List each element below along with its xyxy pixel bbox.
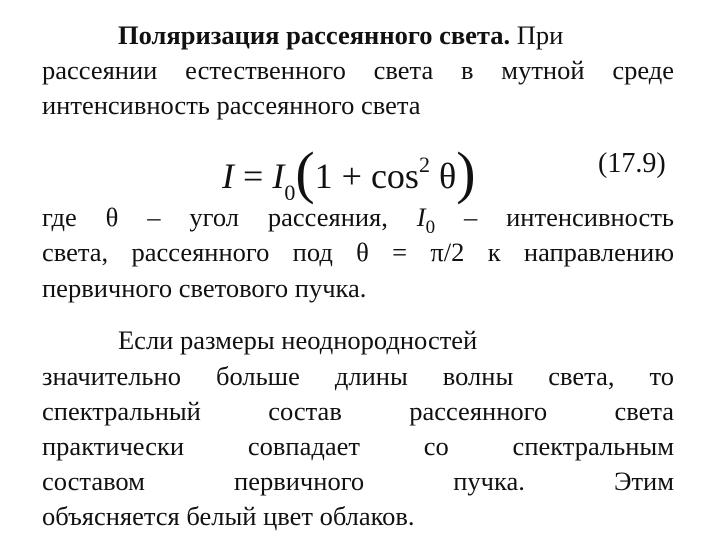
where-line-3: первичного светового пучка.	[42, 273, 367, 303]
heading-line	[118, 18, 674, 53]
para2-line-4: практически совпадает со спектральным	[42, 431, 674, 461]
where-text-a: где θ – угол рассеяния,	[42, 202, 417, 232]
para2-line-2: значительно больше длины волны света, то	[42, 361, 674, 391]
where-text-b: – интенсивность	[435, 202, 674, 232]
formula-intensity: I	[222, 156, 234, 196]
formula-17-9	[222, 137, 476, 205]
para2-line-6: объясняется белый цвет облаков.	[42, 501, 415, 531]
intro-line-2: интенсивность рассеянного света	[42, 90, 421, 120]
formula-equals: =	[234, 156, 273, 196]
formula-i0-subscript: 0	[284, 180, 296, 205]
formula-exponent: 2	[418, 152, 430, 177]
formula-i0: I	[272, 156, 285, 196]
formula-open-paren: (	[295, 140, 315, 205]
para2-line-1: Если размеры неоднородностей	[118, 325, 478, 355]
para2-line-3: спектральный состав рассеянного света	[42, 396, 674, 426]
equation-number: (17.9)	[598, 148, 666, 179]
where-i0-subscript: 0	[425, 217, 436, 238]
intro-line-1: рассеянии естественного света в мутной среде	[42, 55, 674, 85]
formula-body: 1 + cos	[314, 156, 419, 196]
formula-theta: θ	[429, 156, 457, 196]
para2-line-5: составом первичного пучка. Этим	[42, 466, 674, 496]
where-i0: I	[416, 202, 426, 232]
section-title: Поляризация рассеянного света.	[118, 20, 511, 50]
heading-rest: При	[510, 20, 564, 50]
where-line-2: света, рассеянного под θ = π/2 к направлению	[42, 237, 674, 267]
formula-close-paren: )	[456, 140, 476, 205]
